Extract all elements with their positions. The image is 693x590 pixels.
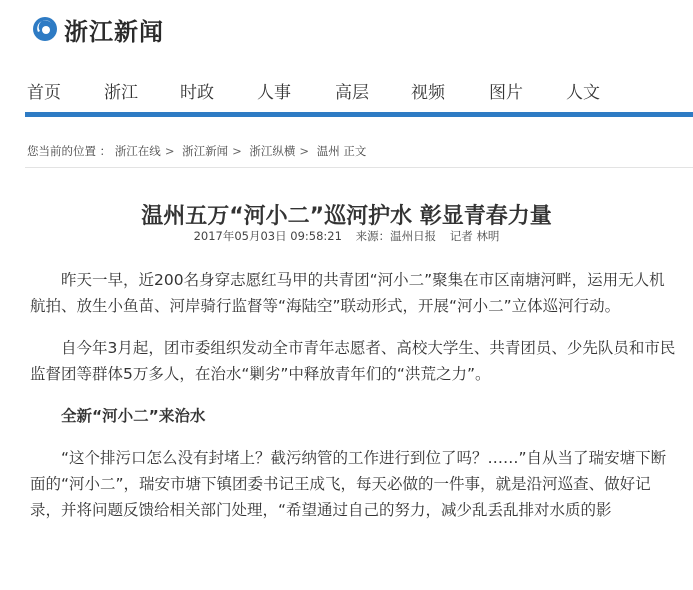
breadcrumb-current: 正文 — [343, 144, 367, 158]
nav-item-culture[interactable]: 人文 — [566, 83, 600, 103]
article-datetime: 2017年05月03日 09:58:21 — [193, 229, 342, 243]
nav-item-home[interactable]: 首页 — [27, 83, 61, 103]
breadcrumb-separator-icon: > — [232, 144, 242, 158]
breadcrumb-item[interactable]: 温州 — [316, 144, 340, 158]
nav-item-leadership[interactable]: 高层 — [335, 83, 369, 103]
site-logo[interactable] — [32, 14, 164, 44]
main-nav — [0, 78, 693, 106]
breadcrumb-separator-icon: > — [299, 144, 310, 158]
breadcrumb-label: 您当前的位置 ： — [27, 144, 112, 158]
nav-item-personnel[interactable]: 人事 — [257, 83, 291, 103]
article-subheading: 全新“河小二”来治水 — [61, 407, 206, 425]
article-body — [30, 267, 680, 539]
nav-item-politics[interactable]: 时政 — [180, 83, 214, 103]
article-paragraph: 自今年3月起，团市委组织发动全市青年志愿者、高校大学生、共青团员、少先队员和市民监督团等群体5万多人，在治水“剿劣”中释放青年们的“洪荒之力”。 — [30, 339, 676, 383]
nav-underline-bar — [25, 112, 693, 117]
nav-item-video[interactable]: 视频 — [411, 83, 445, 103]
breadcrumb — [27, 143, 366, 159]
article-paragraph: “这个排污口怎么没有封堵上？截污纳管的工作进行到位了吗？……”自从当了瑞安塘下断面的“河小二”，瑞安市塘下镇团委书记王成飞，每天必做的一件事，就是沿河巡查、做好记录，并将问题反馈给相关部门处理，“希望通过自己的努力，减少乱丢乱排对水质的影 — [30, 449, 667, 519]
breadcrumb-item[interactable]: 浙江在线 — [114, 144, 161, 158]
nav-item-pictures[interactable]: 图片 — [489, 83, 523, 103]
article-paragraph: 昨天一早，近200名身穿志愿红马甲的共青团“河小二”聚集在市区南塘河畔，运用无人机航拍、放生小鱼苗、河岸骑行监督等“海陆空”联动形式，开展“河小二”立体巡河行动。 — [30, 271, 665, 315]
article-meta — [0, 228, 693, 244]
nav-item-zhejiang[interactable]: 浙江 — [104, 83, 138, 103]
article-source: 来源：温州日报 — [355, 229, 437, 243]
breadcrumb-divider — [25, 167, 693, 168]
breadcrumb-item[interactable]: 浙江新闻 — [182, 144, 229, 158]
article-reporter: 记者 林明 — [449, 229, 500, 243]
breadcrumb-item[interactable]: 浙江纵横 — [249, 144, 296, 158]
article-title: 温州五万“河小二”巡河护水 彰显青春力量 — [141, 203, 552, 229]
breadcrumb-separator-icon: > — [164, 144, 175, 158]
logo-icon — [32, 16, 58, 42]
logo-text: 浙江新闻 — [64, 17, 164, 46]
